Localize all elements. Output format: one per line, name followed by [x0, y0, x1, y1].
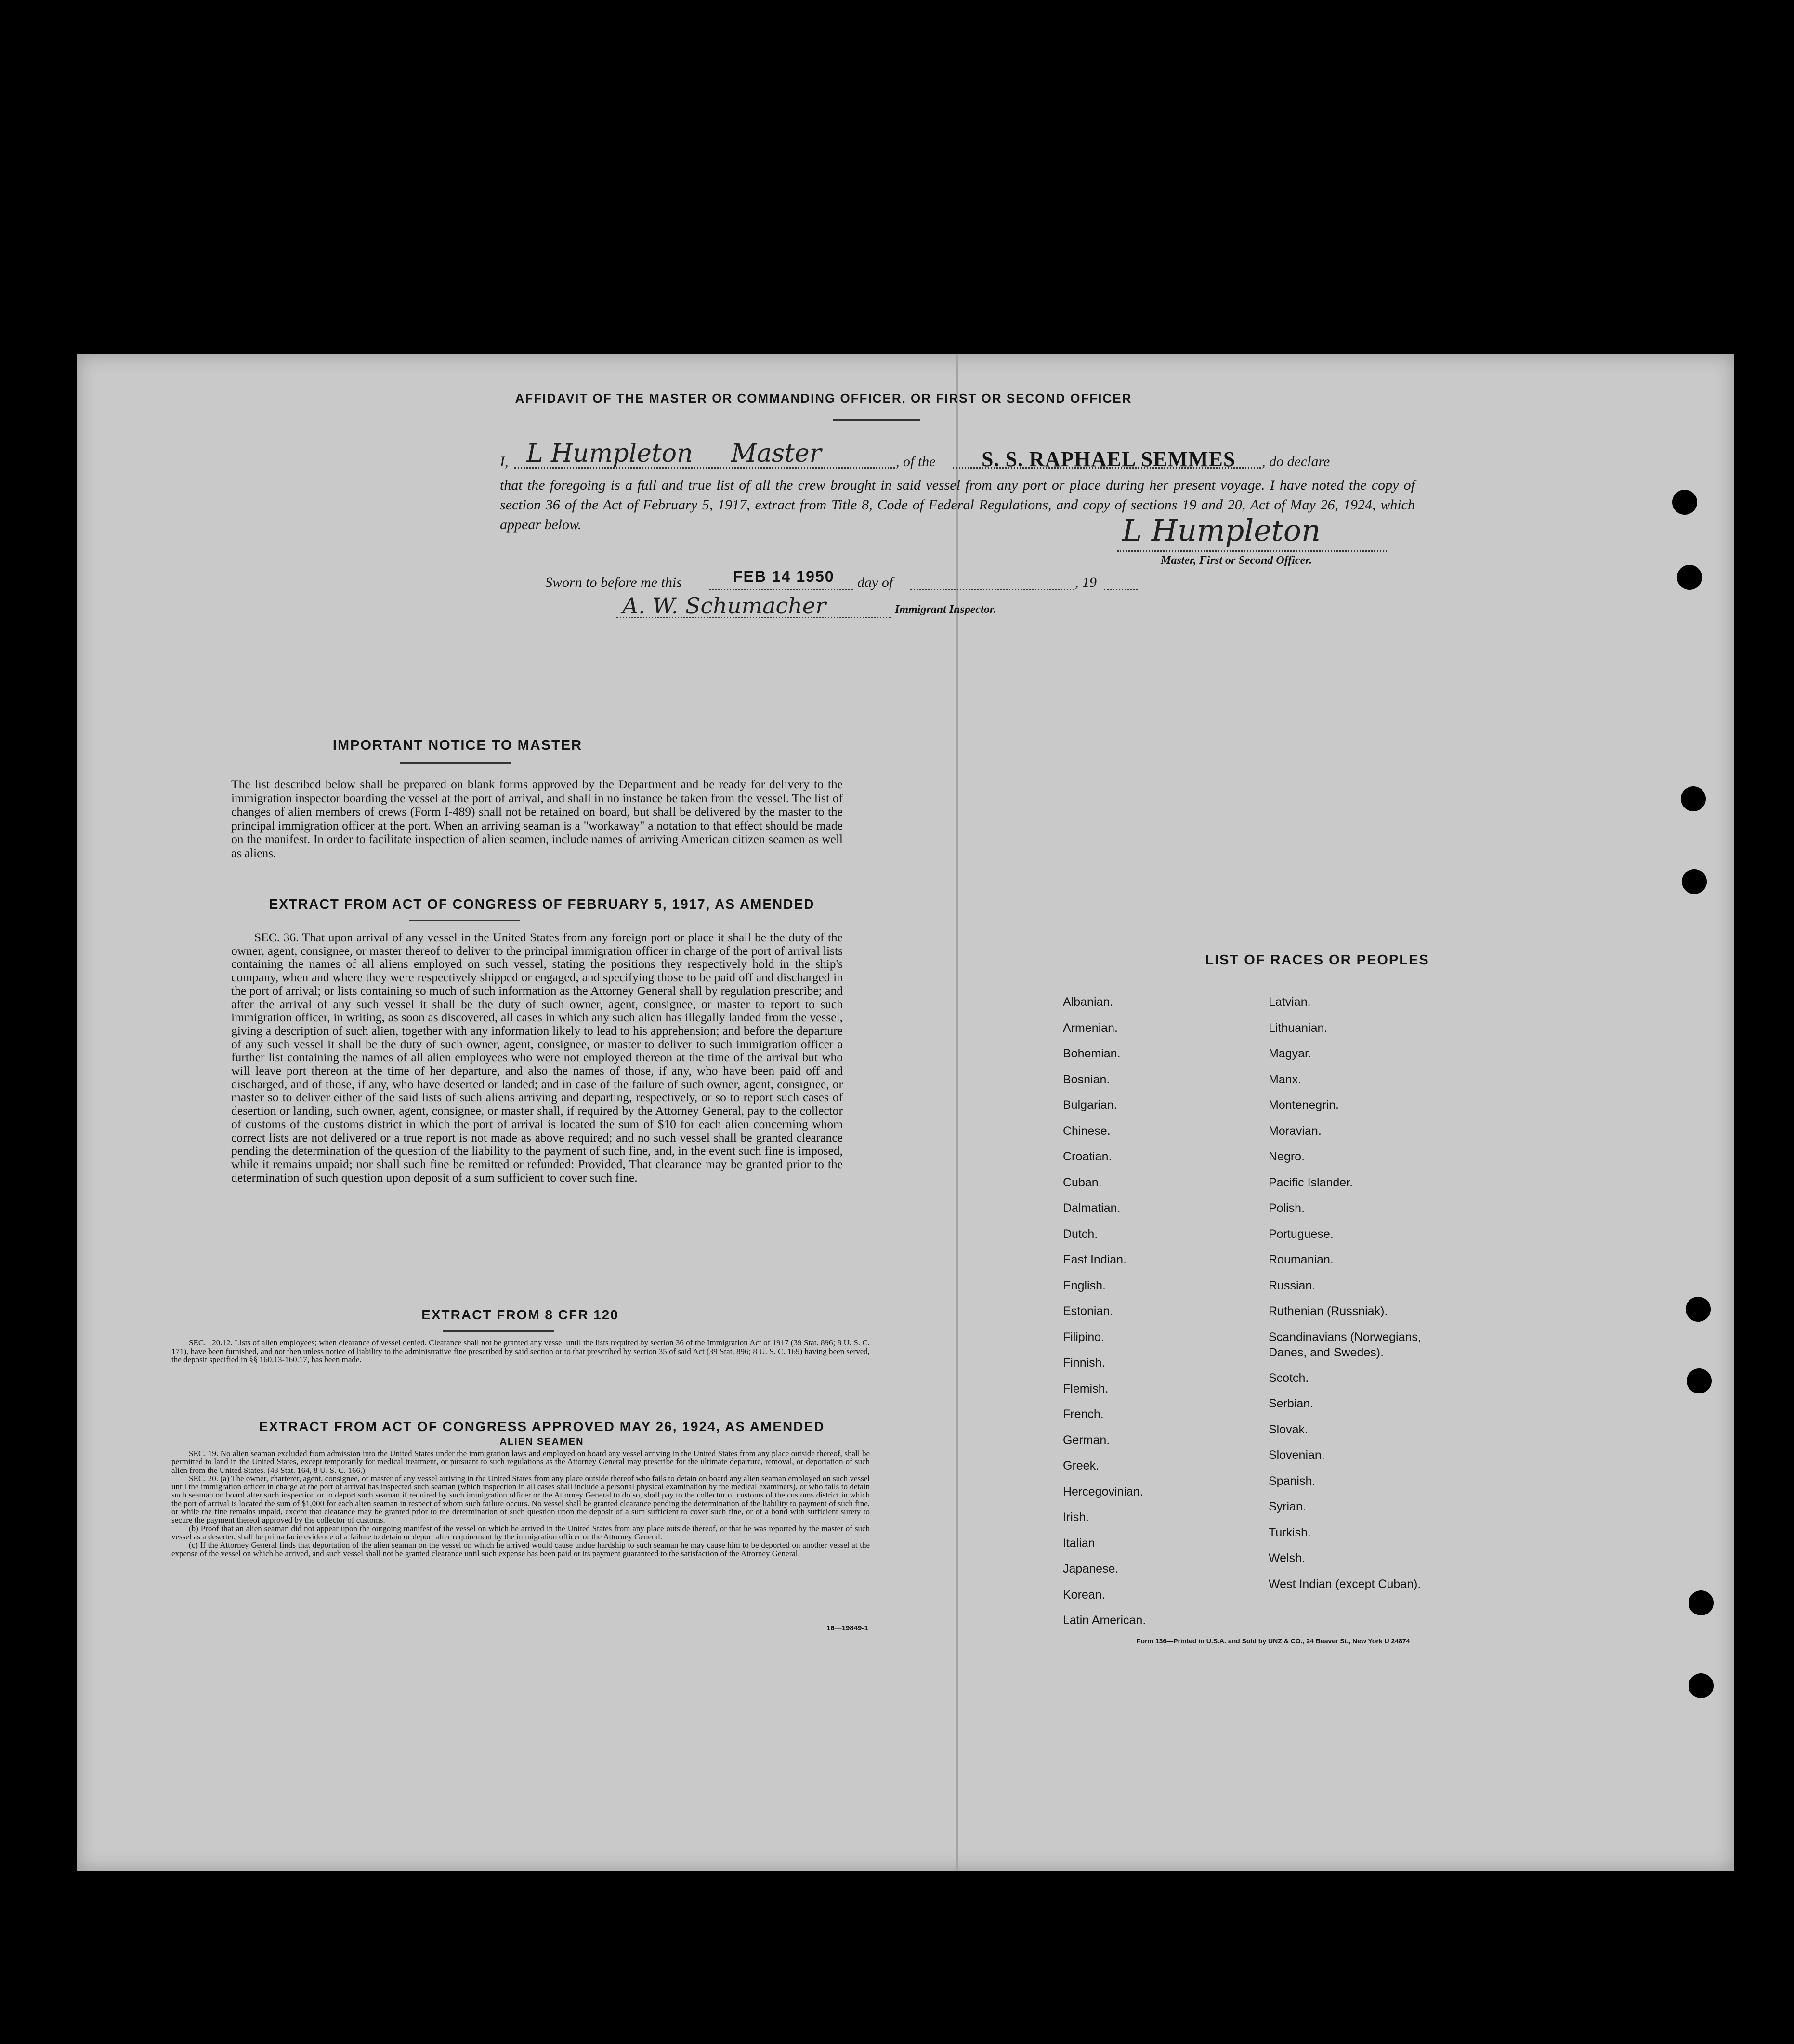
punch-hole	[1687, 1368, 1712, 1393]
race-item: Cuban.	[1063, 1175, 1102, 1189]
race-item: Japanese.	[1063, 1562, 1119, 1575]
extract-1924-subtitle: ALIEN SEAMEN	[499, 1436, 584, 1447]
race-item: Negro.	[1269, 1150, 1305, 1163]
punch-hole	[1677, 565, 1702, 590]
vessel-name: S. S. RAPHAEL SEMMES	[982, 447, 1236, 471]
race-item: Irish.	[1063, 1510, 1089, 1524]
sec20c-text: (c) If the Attorney General finds that deportation of the alien seaman on the vessel on which he arrived would cause undue hardship to such seaman he may cause him to be deported on another vessel at the expense of the vessel on which he arrived, and such vessel shall not be granted clearance until such expense has been paid or its payment guaranteed to the satisfaction of the Attorney General.	[171, 1540, 870, 1558]
punch-hole	[1672, 490, 1697, 515]
race-item: Croatian.	[1063, 1150, 1112, 1163]
race-item: Moravian.	[1269, 1124, 1322, 1138]
cfr-rule	[443, 1330, 554, 1332]
race-item: Chinese.	[1063, 1124, 1111, 1138]
race-item: Syrian.	[1269, 1500, 1306, 1513]
inspector-caption: Immigrant Inspector.	[895, 603, 996, 616]
sec20a-text: SEC. 20. (a) The owner, charterer, agent, consignee, or master of any vessel arriving in the United States from any place outside thereof who fails to detain on board any alien seaman employed on such vessel until the immigration officer in charge at the port of arrival has inspected such seaman (which inspection in all cases shall include a personal physical examination by the medical examiners), or who fails to detain such seaman on board after such inspection or to deport such seaman if required by such immigration officer or the Attorney General to do so, shall pay to the collector of customs of the customs district in which the port of arrival is located the sum of $1,000 for each alien seaman in respect of whom such failure occurs. No vessel shall be granted clearance pending the determination of the liability to payment of such fine, or while the fine remains unpaid, except that clearance may be granted prior to the determination of such question upon the deposit of a sum sufficient to cover such fine, or of a bond with sufficient surety to secure the payment thereof approved by the collector of customs.	[171, 1473, 870, 1525]
declaration-prefix: I,	[500, 454, 509, 469]
form-footer: Form 136—Printed in U.S.A. and Sold by UNZ & CO., 24 Beaver St., New York U 24874	[1137, 1637, 1410, 1645]
race-item: Slovenian.	[1269, 1448, 1325, 1462]
race-item: Pacific Islander.	[1269, 1175, 1353, 1189]
punch-hole	[1689, 1590, 1714, 1615]
race-item: Slovak.	[1269, 1422, 1308, 1436]
signature-caption: Master, First or Second Officer.	[1161, 554, 1312, 567]
notice-rule	[400, 762, 511, 764]
extract-1917-title: EXTRACT FROM ACT OF CONGRESS OF FEBRUARY 5, 1917, AS AMENDED	[269, 897, 815, 911]
race-item: Portuguese.	[1269, 1227, 1334, 1241]
of-the-label: , of the	[896, 454, 936, 469]
punch-hole	[1681, 786, 1706, 811]
extract-1917-text: SEC. 36. That upon arrival of any vessel in the United States from any foreign port or place it shall be the duty of the owner, agent, consignee, or master thereof to deliver to the principal immigration officer in charge of the port of arrival lists containing the names of all aliens employed on such vessel, stating the positions they respectively hold in the ship's company, when and where they were respectively shipped or engaged, and specifying those to be paid off and discharged in the port of arrival; or lists containing so much of such information as the Attorney General shall by regulation prescribe; and after the arrival of any such vessel it shall be the duty of such owner, agent, consignee, or master to report to such immigration officer, in writing, as soon as discovered, all cases in which any such alien has illegally landed from the vessel, giving a description of such alien, together with any information likely to lead to his apprehension; and before the departure of any such vessel it shall be the duty of such owner, agent, consignee, or master to deliver to such immigration officer a further list containing the names of all alien employees who were not employed thereon at the time of the arrival but who will leave port thereon at the time of her departure, and also the names of those, if any, who have been paid off and discharged, and of those, if any, who have deserted or landed; and in case of the failure of such owner, agent, consignee, or master so to deliver either of the said lists of such aliens arriving and departing, respectively, or so to report such cases of desertion or landing, such owner, agent, consignee, or master shall, if required by the Attorney General, pay to the collector of customs of the customs district in which the port of arrival is located the sum of $10 for each alien concerning whom correct lists are not delivered or a true report is not made as above required; and no such vessel shall be granted clearance pending the determination of the question of the liability to the payment of such fine, and, in the event such fine is imposed, while it remains unpaid; nor shall such fine be remitted or refunded: Provided, That clearance may be granted prior to the determination of such question upon deposit of a sum sufficient to cover such fine.	[231, 930, 843, 1185]
race-item: Dalmatian.	[1063, 1201, 1121, 1215]
race-item: Turkish.	[1269, 1525, 1311, 1539]
race-item: Hercegovinian.	[1063, 1484, 1143, 1498]
race-item: Roumanian.	[1269, 1253, 1334, 1266]
race-item: East Indian.	[1063, 1253, 1127, 1266]
race-item: Manx.	[1269, 1072, 1302, 1086]
day-of-label: day of	[857, 574, 893, 590]
punch-hole	[1682, 869, 1707, 894]
extract-1924-body	[171, 1449, 870, 1558]
race-item: Bosnian.	[1063, 1072, 1110, 1086]
punch-hole	[1686, 1297, 1711, 1322]
signature-line	[1117, 546, 1387, 552]
race-item: Armenian.	[1063, 1021, 1118, 1035]
race-item: Scotch.	[1269, 1371, 1309, 1385]
punch-hole	[1689, 1673, 1714, 1698]
race-item: Spanish.	[1269, 1474, 1316, 1488]
race-item: English.	[1063, 1278, 1106, 1292]
race-item: Latvian.	[1269, 995, 1311, 1009]
cfr-text: SEC. 120.12. Lists of alien employees; when clearance of vessel denied. Clearance shall not be granted any vessel until the lists required by section 36 of the Immigration Act of 1917 (39 Stat. 896; 8 U. S. C. 171), have been furnished, and not then unless notice of liability to the administrative fine prescribed by said section or to that prescribed by section 35 of said Act (39 Stat. 896; 8 U. S. C. 169) having been served, the deposit specified in §§ 160.13-160.17, has been made.	[171, 1338, 870, 1364]
title-rule	[833, 419, 920, 421]
race-item: German.	[1063, 1433, 1110, 1447]
race-item: Albanian.	[1063, 995, 1113, 1009]
race-item: Flemish.	[1063, 1381, 1109, 1395]
rank-handwritten: Master	[731, 439, 822, 468]
race-item: Latin American.	[1063, 1614, 1146, 1627]
sec19-text: SEC. 19. No alien seaman excluded from admission into the United States under the immigration laws and employed on board any vessel arriving in the United States from any place outside thereof, shall be permitted to land in the United States, except temporarily for medical treatment, or pursuant to such regulations as the Attorney General may prescribe for the ultimate departure, removal, or deportation of such alien from the United States. (43 Stat. 164, 8 U. S. C. 166.)	[171, 1449, 870, 1475]
extract-1924-title: EXTRACT FROM ACT OF CONGRESS APPROVED MAY 26, 1924, AS AMENDED	[259, 1419, 825, 1434]
race-item: Ruthenian (Russniak).	[1269, 1304, 1388, 1318]
race-item: Scandinavians (Norwegians, Danes, and Swedes).	[1269, 1330, 1421, 1359]
race-item: Korean.	[1063, 1588, 1105, 1601]
sec20b-text: (b) Proof that an alien seaman did not appear upon the outgoing manifest of the vessel on which he arrived in the United States from any place outside thereof, or that he was reported by the master of such vessel as a deserter, shall be prima facie evidence of a failure to detain or deport after requirement by the immigration officer or the Attorney General.	[171, 1523, 870, 1541]
document-page	[77, 354, 1734, 1871]
extract-1917-rule	[409, 920, 520, 921]
inspector-block	[616, 595, 1098, 624]
sworn-year-blank	[1104, 566, 1138, 590]
race-item: West Indian (except Cuban).	[1269, 1577, 1421, 1591]
race-item: Bohemian.	[1063, 1047, 1121, 1060]
races-title: LIST OF RACES OR PEOPLES	[1205, 952, 1429, 968]
print-code: 16—19849-1	[826, 1624, 868, 1632]
signer-name-handwritten: L Humpleton	[526, 439, 693, 468]
race-item: Montenegrin.	[1269, 1098, 1339, 1112]
race-item: French.	[1063, 1407, 1104, 1421]
race-item: Dutch.	[1063, 1227, 1098, 1241]
do-declare-label: , do declare	[1262, 454, 1330, 469]
race-item: Finnish.	[1063, 1356, 1105, 1369]
declaration-body: that the foregoing is a full and true list of all the crew brought in said vessel from any port or place during her present voyage. I have noted the copy of section 36 of the Act of February 5, 1917, extract from Title 8, Code of Federal Regulations, and copy of sections 19 and 20, Act of May 26, 1924, which appear below.	[500, 477, 1415, 533]
race-item: Serbian.	[1269, 1397, 1314, 1410]
race-item: Bulgarian.	[1063, 1098, 1117, 1112]
cfr-title: EXTRACT FROM 8 CFR 120	[421, 1307, 619, 1322]
race-item: Polish.	[1269, 1201, 1305, 1215]
race-item: Estonian.	[1063, 1304, 1113, 1318]
sworn-month-blank	[910, 566, 1074, 590]
declaration-line	[500, 439, 1444, 472]
date-stamp: FEB 14 1950	[733, 568, 835, 585]
notice-text: The list described below shall be prepared on blank forms approved by the Department and be ready for delivery to the immigration inspector boarding the vessel at the port of arrival, and shall in no instance be taken from the vessel. The list of changes of alien members of crews (Form I-489) shall not be retained on board, but shall be delivered by the master to the principal immigration officer at the port. When an arriving seaman is a "workaway" a notation to that effect should be made on the manifest. In order to facilitate inspection of alien seamen, include names of arriving American citizen seamen as well as aliens.	[231, 777, 843, 860]
race-item: Greek.	[1063, 1459, 1100, 1472]
master-signature: L Humpleton	[1122, 513, 1321, 548]
sworn-line	[545, 566, 1171, 595]
race-item: Italian	[1063, 1536, 1095, 1550]
race-item: Lithuanian.	[1269, 1021, 1328, 1035]
notice-title: IMPORTANT NOTICE TO MASTER	[332, 738, 583, 753]
affidavit-title: AFFIDAVIT OF THE MASTER OR COMMANDING OFFICER, OR FIRST OR SECOND OFFICER	[515, 391, 1132, 405]
race-item: Welsh.	[1269, 1551, 1305, 1565]
race-item: Magyar.	[1269, 1047, 1311, 1060]
inspector-signature: A. W. Schumacher	[622, 593, 826, 619]
race-item: Russian.	[1269, 1278, 1316, 1292]
race-item: Filipino.	[1063, 1330, 1105, 1344]
sworn-label: Sworn to before me this	[545, 574, 682, 590]
year-label: , 19	[1075, 574, 1097, 590]
races-right-list	[1269, 989, 1538, 1597]
